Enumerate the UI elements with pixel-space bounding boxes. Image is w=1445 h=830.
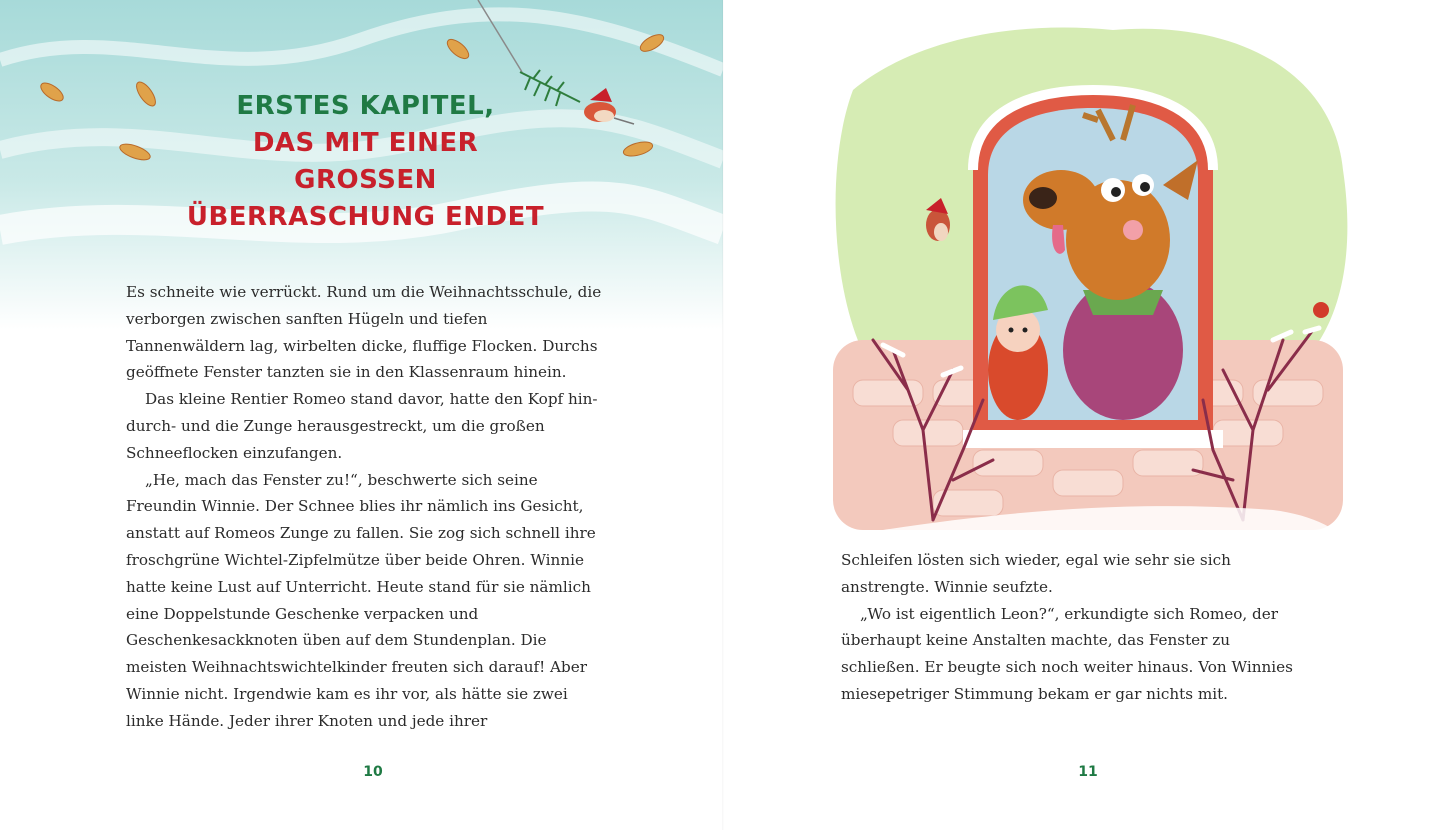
right-page (723, 0, 1445, 830)
right-page-text (841, 547, 1311, 708)
ornament-ball-icon (1313, 302, 1329, 318)
book-gutter (722, 0, 724, 830)
chapter-title-line-1: ERSTES KAPITEL, (236, 91, 495, 121)
reindeer-window-illustration (813, 10, 1373, 570)
left-page-text (126, 279, 606, 735)
paragraph: Schleifen lösten sich wieder, egal wie sehr sie sich anstrengte. Winnie seufzte. (841, 551, 1231, 596)
paragraph: „He, mach das Fenster zu!“, beschwerte sich seine Freundin Winnie. Der Schnee blies ihr nämlich ins Gesicht, anstatt auf Romeos Zunge zu fallen. Sie zog sich schnell ihre froschgrüne Wichtel-Zipfelmütze über beide Ohren. Winnie hatte keine Lust auf Unterricht. Heute stand für sie nämlich eine Doppelstunde Geschenke verpacken und Geschenkesackknoten üben auf dem Stundenplan. Die meisten Weihnachtswichtelkinder freuten sich darauf! Aber Winnie nicht. Irgendwie kam es ihr vor, als hätte sie zwei linke Hände. Jeder ihrer Knoten und jede ihrer (126, 470, 596, 730)
paragraph: Es schneite wie verrückt. Rund um die Weihnachtsschule, die verborgen zwischen sanften Hügeln und tiefen Tannenwäldern lag, wirbelten dicke, fluffige Flocken. Durchs geöffnete Fenster tanzten sie in den Klassenraum hinein. (126, 283, 602, 382)
page-number-right: 11 (1078, 764, 1098, 780)
page-number-left: 10 (363, 764, 383, 780)
paragraph: Das kleine Rentier Romeo stand davor, hatte den Kopf hindurch- und die Zunge herausgestreckt, um die großen Schneeflocken einzufangen. (126, 390, 598, 462)
paragraph: „Wo ist eigentlich Leon?“, erkundigte sich Romeo, der überhaupt keine Anstalten machte, das Fenster zu schließen. Er beugte sich noch weiter hinaus. Von Winnies miesepetriger Stimmung bekam er gar nichts mit. (841, 604, 1293, 703)
chapter-title-line-2: DAS MIT EINER GROSSEN (252, 128, 479, 195)
chapter-title-line-3: ÜBERRASCHUNG ENDET (186, 202, 545, 232)
chapter-title (183, 88, 548, 236)
